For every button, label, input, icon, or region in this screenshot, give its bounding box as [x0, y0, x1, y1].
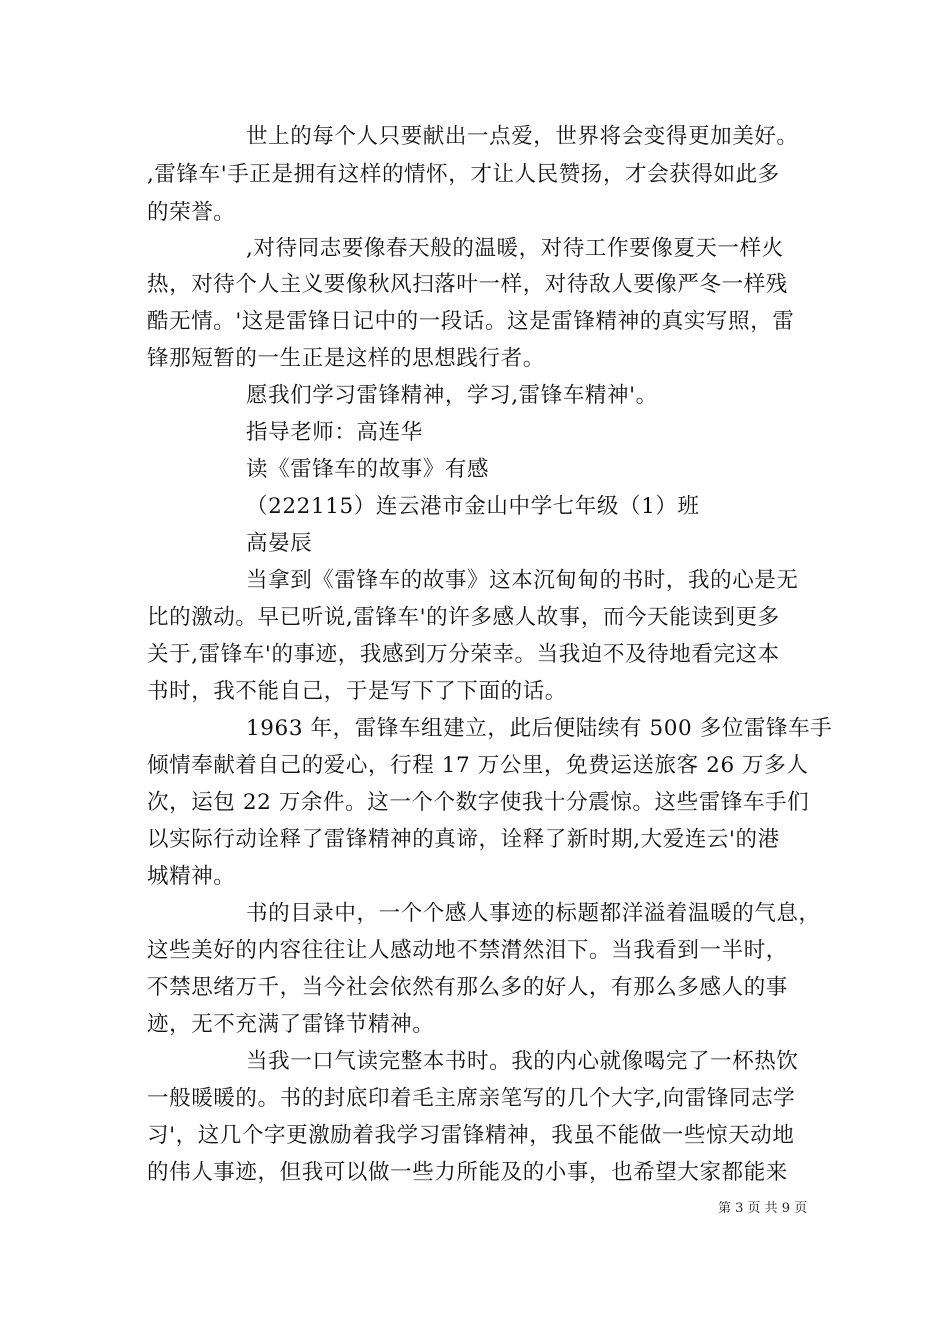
text-line: 愿我们学习雷锋精神，学习,雷锋车精神'。 — [246, 383, 658, 408]
text-line: 热，对待个人主义要像秋风扫落叶一样，对待敌人要像严冬一样残 — [147, 272, 788, 297]
text-line: 关于,雷锋车'的事迹，我感到万分荣幸。当我迫不及待地看完这本 — [147, 642, 780, 667]
author-name: 高晏辰 — [246, 531, 313, 556]
text-line: ,雷锋车'手正是拥有这样的情怀，才让人民赞扬，才会获得如此多 — [147, 162, 780, 187]
text-line: ,对待同志要像春天般的温暖，对待工作要像夏天一样火 — [246, 236, 784, 261]
text-line: 迹，无不充满了雷锋节精神。 — [147, 1012, 435, 1037]
text-line: 的荣誉。 — [147, 200, 236, 225]
text-line: 书时，我不能自己，于是写下了下面的话。 — [147, 679, 567, 704]
text-line: 次，运包 22 万余件。这一个个数字使我十分震惊。这些雷锋车手们 — [147, 790, 810, 815]
text-line: 的伟人事迹，但我可以做一些力所能及的小事，也希望大家都能来 — [147, 1160, 788, 1185]
advisor-line: 指导老师：高连华 — [246, 420, 423, 445]
text-line: 习'，这几个字更激励着我学习雷锋精神，我虽不能做一些惊天动地 — [147, 1123, 795, 1148]
text-line: 比的激动。早已听说,雷锋车'的许多感人故事，而今天能读到更多 — [147, 605, 780, 630]
text-line: 倾情奉献着自己的爱心，行程 17 万公里，免费运送旅客 26 万多人 — [147, 753, 809, 778]
text-line: 世上的每个人只要献出一点爱，世界将会变得更加美好。 — [246, 124, 799, 149]
text-line: 一般暖暖的。书的封底印着毛主席亲笔写的几个大字,向雷锋同志学 — [147, 1086, 796, 1111]
text-line: 不禁思绪万千，当今社会依然有那么多的好人，有那么多感人的事 — [147, 975, 788, 1000]
text-line: 城精神。 — [147, 864, 236, 889]
essay-title: 读《雷锋车的故事》有感 — [246, 457, 490, 482]
text-line: 锋那短暂的一生正是这样的思想践行者。 — [147, 346, 545, 371]
text-line: 1963 年，雷锋车组建立，此后便陆续有 500 多位雷锋车手 — [246, 716, 833, 741]
text-line: 这些美好的内容往往让人感动地不禁潸然泪下。当我看到一半时， — [147, 938, 788, 963]
text-line: 酷无情。'这是雷锋日记中的一段话。这是雷锋精神的真实写照，雷 — [147, 309, 795, 334]
text-line: 当拿到《雷锋车的故事》这本沉甸甸的书时，我的心是无 — [246, 568, 799, 593]
text-line: 书的目录中，一个个感人事迹的标题都洋溢着温暖的气息， — [246, 901, 821, 926]
text-line: 以实际行动诠释了雷锋精神的真谛，诠释了新时期,大爱连云'的港 — [147, 827, 780, 852]
page-number: 第 3 页 共 9 页 — [718, 1201, 808, 1216]
text-line: 当我一口气读完整本书时。我的内心就像喝完了一杯热饮 — [246, 1049, 799, 1074]
school-line: （222115）连云港市金山中学七年级（1）班 — [246, 494, 700, 519]
